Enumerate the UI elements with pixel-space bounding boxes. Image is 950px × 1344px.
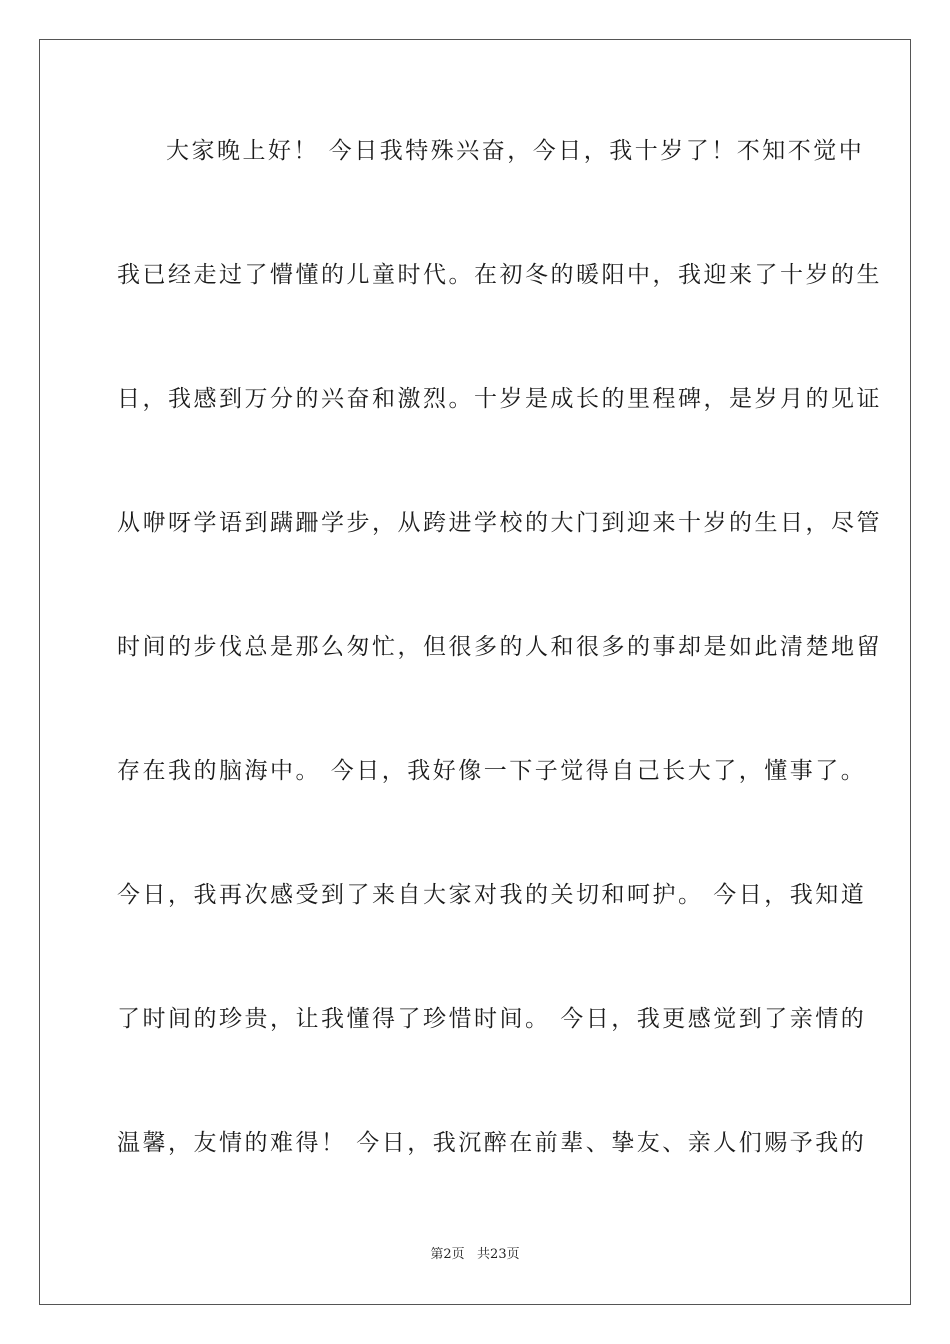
paragraph-line-6: 存在我的脑海中。 今日，我好像一下子觉得自己长大了，懂事了。	[117, 758, 867, 784]
paragraph-line-5: 时间的步伐总是那么匆忙，但很多的人和很多的事却是如此清楚地留	[117, 634, 882, 660]
paragraph-line-8: 了时间的珍贵，让我懂得了珍惜时间。 今日，我更感觉到了亲情的	[117, 1006, 867, 1032]
paragraph-line-9: 温馨，友情的难得！ 今日，我沉醉在前辈、挚友、亲人们赐予我的	[117, 1130, 867, 1156]
paragraph-line-2: 我已经走过了懵懂的儿童时代。在初冬的暖阳中，我迎来了十岁的生	[117, 262, 882, 288]
paragraph-line-7: 今日，我再次感受到了来自大家对我的关切和呵护。 今日，我知道	[117, 882, 867, 908]
paragraph-line-1: 大家晚上好！ 今日我特殊兴奋，今日，我十岁了！不知不觉中	[166, 138, 865, 164]
paragraph-line-3: 日，我感到万分的兴奋和激烈。十岁是成长的里程碑，是岁月的见证	[117, 386, 882, 412]
paragraph-line-4: 从咿呀学语到蹒跚学步，从跨进学校的大门到迎来十岁的生日，尽管	[117, 510, 882, 536]
page-number-footer: 第2页 共23页	[430, 1247, 520, 1262]
page-border	[39, 39, 911, 1305]
